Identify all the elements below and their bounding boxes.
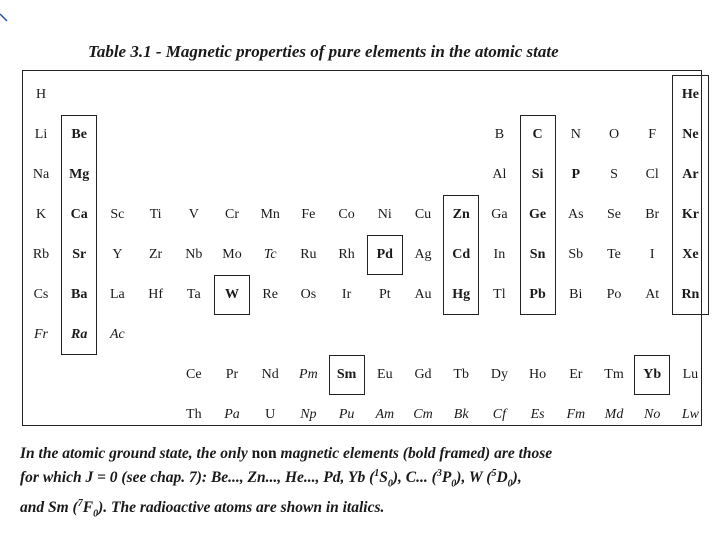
element-pu: Pu: [338, 407, 355, 422]
element-he: He: [681, 87, 699, 102]
element-tm: Tm: [604, 367, 624, 382]
element-ru: Ru: [300, 247, 317, 262]
element-te: Te: [607, 247, 621, 262]
element-w: W: [225, 287, 239, 302]
element-lw: Lw: [681, 407, 699, 422]
frame-w: [214, 275, 250, 315]
element-s: S: [610, 167, 618, 182]
element-h: H: [35, 87, 47, 102]
element-ce: Ce: [186, 367, 202, 382]
element-nb: Nb: [185, 247, 203, 262]
element-sc: Sc: [110, 207, 125, 222]
element-re: Re: [262, 287, 278, 302]
element-cd: Cd: [452, 247, 471, 262]
element-ni: Ni: [377, 207, 392, 222]
element-os: Os: [300, 287, 317, 302]
element-sb: Sb: [568, 247, 584, 262]
element-lu: Lu: [682, 367, 699, 382]
element-bk: Bk: [453, 407, 469, 422]
table-title: Table 3.1 - Magnetic properties of pure elements in the atomic state: [88, 42, 559, 61]
element-pr: Pr: [225, 367, 239, 382]
element-as: As: [568, 207, 584, 222]
element-tl: Tl: [493, 287, 506, 302]
element-ge: Ge: [529, 207, 547, 222]
element-no: No: [644, 407, 661, 422]
element-cu: Cu: [414, 207, 432, 222]
element-u: U: [265, 407, 276, 422]
element-o: O: [608, 127, 620, 142]
element-be: Be: [71, 127, 87, 142]
element-p: P: [571, 167, 581, 182]
element-gd: Gd: [414, 367, 432, 382]
element-ne: Ne: [682, 127, 699, 142]
element-es: Es: [530, 407, 545, 422]
element-kr: Kr: [681, 207, 699, 222]
element-ra: Ra: [71, 327, 88, 342]
element-hg: Hg: [452, 287, 471, 302]
element-ag: Ag: [414, 247, 432, 262]
element-fm: Fm: [566, 407, 586, 422]
element-ar: Ar: [682, 167, 699, 182]
element-si: Si: [531, 167, 544, 182]
element-nd: Nd: [261, 367, 279, 382]
element-f: F: [648, 127, 657, 142]
element-ca: Ca: [70, 207, 88, 222]
element-fe: Fe: [301, 207, 316, 222]
element-br: Br: [645, 207, 660, 222]
element-na: Na: [32, 167, 50, 182]
frame-sm: [329, 355, 365, 395]
element-fr: Fr: [34, 327, 48, 342]
frame-group-2: [61, 115, 97, 355]
element-zn: Zn: [452, 207, 470, 222]
element-zr: Zr: [148, 247, 163, 262]
element-mn: Mn: [260, 207, 280, 222]
element-au: Au: [414, 287, 432, 302]
element-ir: Ir: [341, 287, 352, 302]
element-eu: Eu: [377, 367, 393, 382]
element-tc: Tc: [263, 247, 277, 262]
element-li: Li: [34, 127, 48, 142]
frame-group-18: [672, 75, 708, 315]
element-sm: Sm: [336, 367, 357, 382]
element-cf: Cf: [492, 407, 506, 422]
element-se: Se: [607, 207, 621, 222]
element-ta: Ta: [186, 287, 201, 302]
element-pt: Pt: [378, 287, 391, 302]
element-b: B: [494, 127, 505, 142]
element-hf: Hf: [148, 287, 163, 302]
element-po: Po: [606, 287, 622, 302]
element-dy: Dy: [490, 367, 508, 382]
frame-pd: [367, 235, 403, 275]
element-pd: Pd: [376, 247, 393, 262]
element-am: Am: [375, 407, 395, 422]
element-cr: Cr: [225, 207, 239, 222]
element-pm: Pm: [299, 367, 318, 382]
element-cs: Cs: [33, 287, 49, 302]
element-k: K: [35, 207, 47, 222]
element-y: Y: [112, 247, 123, 262]
element-in: In: [493, 247, 506, 262]
element-np: Np: [300, 407, 317, 422]
element-cl: Cl: [645, 167, 659, 182]
element-sn: Sn: [529, 247, 546, 262]
frame-group-12: [443, 195, 479, 315]
element-al: Al: [492, 167, 507, 182]
element-cm: Cm: [413, 407, 433, 422]
element-mo: Mo: [222, 247, 242, 262]
element-pb: Pb: [529, 287, 546, 302]
element-rh: Rh: [338, 247, 355, 262]
element-er: Er: [569, 367, 583, 382]
element-tb: Tb: [453, 367, 469, 382]
element-at: At: [645, 287, 660, 302]
element-md: Md: [604, 407, 624, 422]
element-ho: Ho: [529, 367, 547, 382]
element-ti: Ti: [149, 207, 162, 222]
element-yb: Yb: [643, 367, 662, 382]
frame-yb: [634, 355, 670, 395]
element-xe: Xe: [682, 247, 699, 262]
element-bi: Bi: [569, 287, 583, 302]
element-pa: Pa: [224, 407, 240, 422]
element-la: La: [110, 287, 125, 302]
element-mg: Mg: [69, 167, 90, 182]
element-rn: Rn: [681, 287, 700, 302]
element-co: Co: [338, 207, 355, 222]
element-sr: Sr: [72, 247, 87, 262]
corner-mark-icon: [0, 12, 10, 22]
element-v: V: [188, 207, 199, 222]
element-ac: Ac: [110, 327, 125, 342]
table-caption: In the atomic ground state, the only non magnetic elements (bold framed) are those for which J = 0 (see chap. 7): Be..., Zn..., He..., Pd, Yb $(^1S_0)$, C... $(^3P_0)$, W $(^5D_0)$, and Sm $(^7F_0)$. The radioactive atoms are shown in italics.: [20, 445, 553, 520]
element-i: I: [649, 247, 655, 262]
element-th: Th: [186, 407, 202, 422]
element-n: N: [570, 127, 581, 142]
element-rb: Rb: [32, 247, 50, 262]
element-c: C: [532, 127, 543, 142]
element-ga: Ga: [491, 207, 508, 222]
frame-group-14: [520, 115, 556, 315]
element-ba: Ba: [71, 287, 88, 302]
